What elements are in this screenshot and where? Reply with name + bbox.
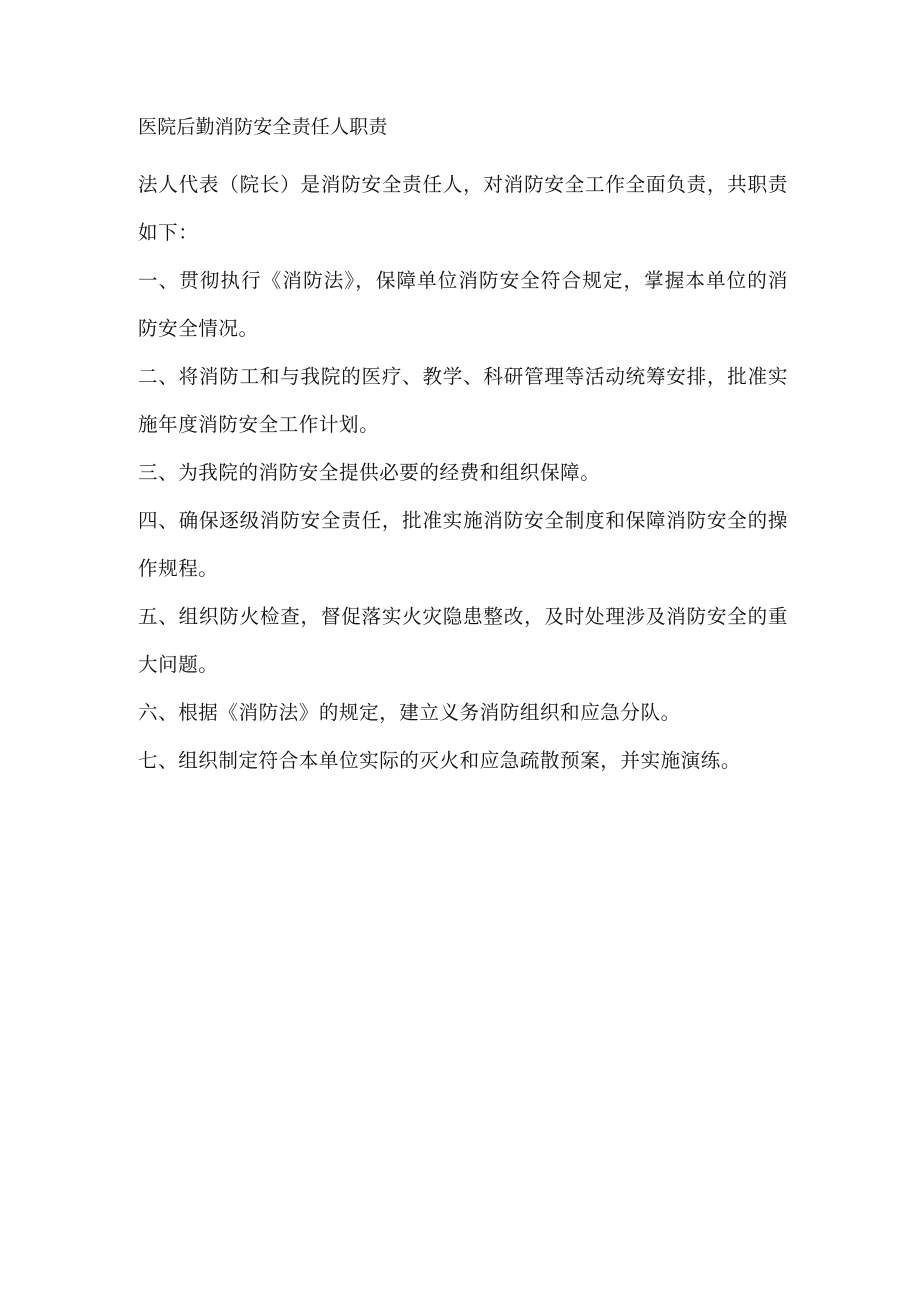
paragraph-item-5: 五、组织防火检查，督促落实火灾隐患整改，及时处理涉及消防安全的重大问题。 [138, 605, 788, 676]
paragraph-item-6: 六、根据《消防法》的规定，建立义务消防组织和应急分队。 [138, 701, 681, 724]
document-title: 医院后勤消防安全责任人职责 [138, 116, 388, 138]
paragraph-intro: 法人代表（院长）是消防安全责任人，对消防安全工作全面负责，共职责如下： [138, 173, 788, 244]
paragraph-item-1: 一、贯彻执行《消防法》，保障单位消防安全符合规定，掌握本单位的消防安全情况。 [138, 269, 788, 340]
paragraph-item-2: 二、将消防工和与我院的医疗、教学、科研管理等活动统筹安排，批准实施年度消防安全工作计划。 [138, 365, 788, 436]
document-body [138, 113, 788, 785]
paragraph-item-3: 三、为我院的消防安全提供必要的经费和组织保障。 [138, 461, 601, 484]
paragraph-item-4: 四、确保逐级消防安全责任，批准实施消防安全制度和保障消防安全的操作规程。 [138, 509, 788, 580]
paragraph-item-7: 七、组织制定符合本单位实际的灭火和应急疏散预案，并实施演练。 [138, 749, 742, 772]
